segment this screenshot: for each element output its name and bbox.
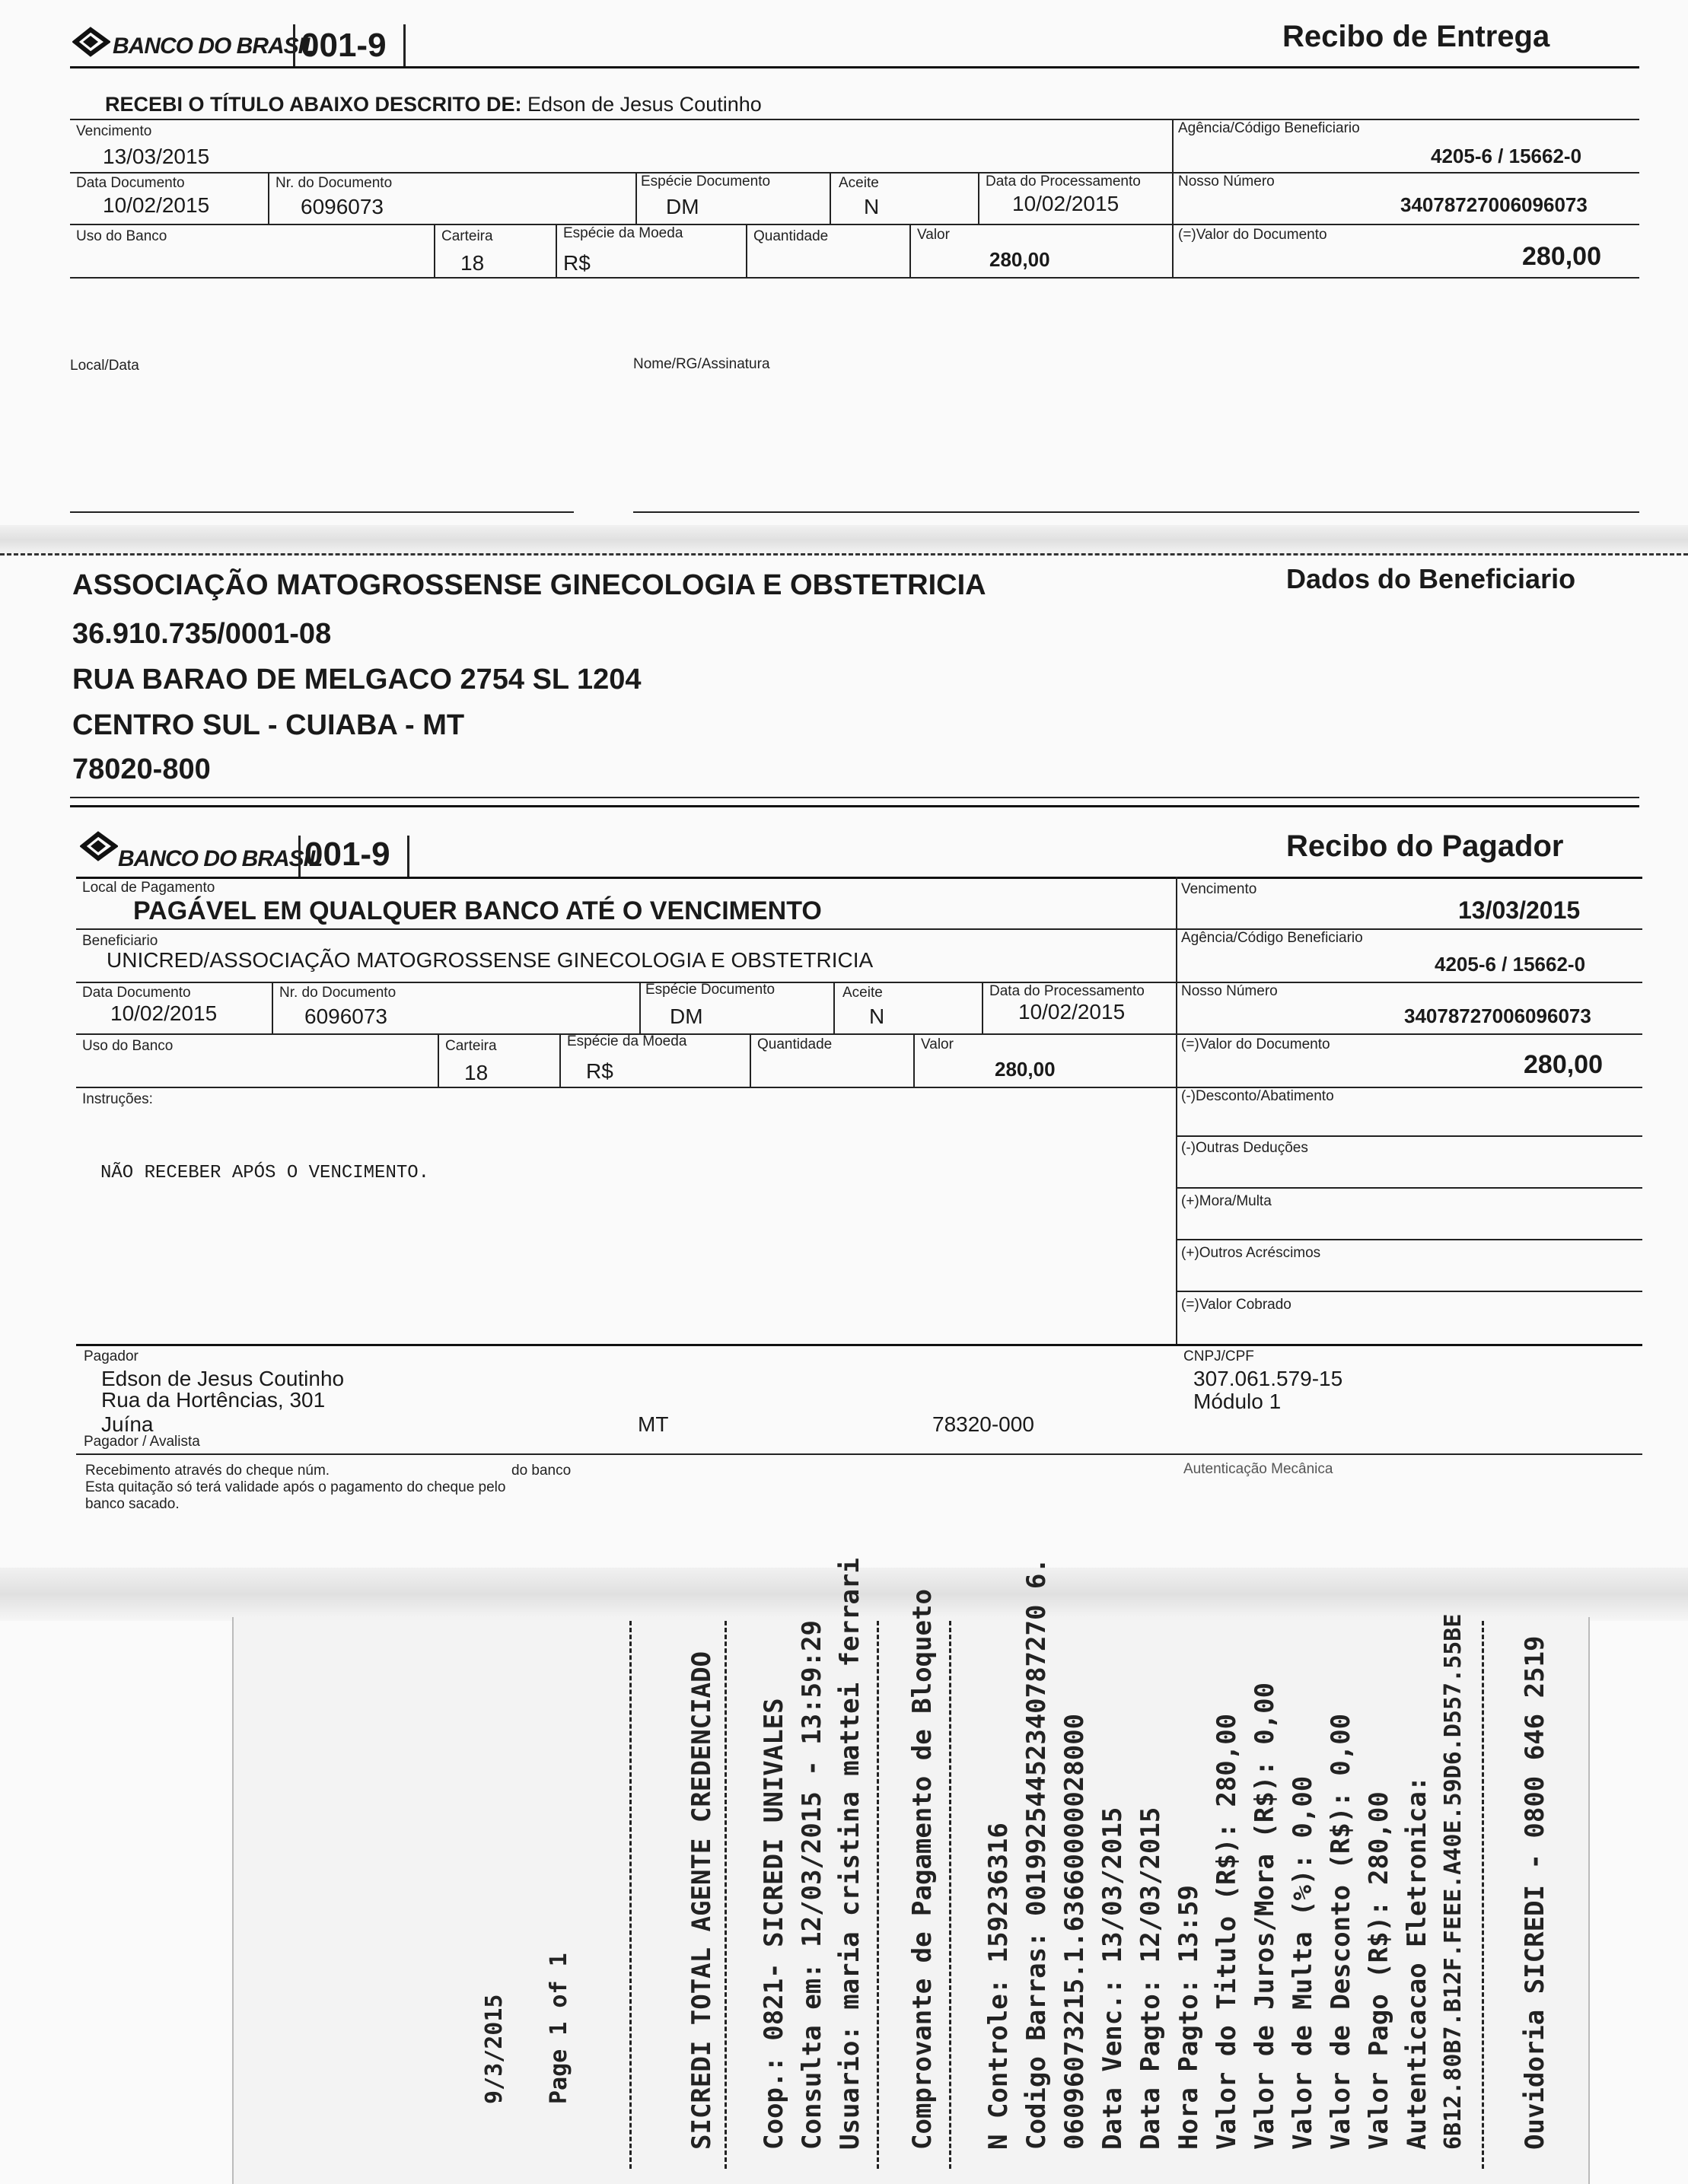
receipt-line: SICREDI TOTAL AGENTE CREDENCIADO: [686, 1651, 717, 2150]
valor-documento-value: 280,00: [1524, 1050, 1603, 1079]
nosso-numero-label: Nosso Número: [1181, 983, 1278, 999]
valor-value: 280,00: [989, 248, 1050, 271]
aceite-value: N: [864, 195, 880, 218]
receipt-line: Autenticacao Eletronica:: [1402, 1775, 1432, 2150]
receipt-line: Valor Pago (R$): 280,00: [1364, 1791, 1394, 2150]
carteira-value: 18: [464, 1061, 489, 1084]
carteira-label: Carteira: [441, 228, 493, 244]
bank-name: BANCO DO BRASIL: [113, 33, 317, 59]
assinatura-signature-line: [633, 511, 1639, 513]
agencia-value: 4205-6 / 15662-0: [1431, 145, 1582, 167]
mora-multa-label: (+)Mora/Multa: [1181, 1193, 1272, 1209]
agencia-label: Agência/Código Beneficiario: [1181, 930, 1363, 946]
nr-documento-value: 6096073: [304, 1004, 388, 1028]
bank-code: 001-9: [301, 27, 387, 64]
outros-acrescimos-label: (+)Outros Acréscimos: [1181, 1245, 1321, 1261]
cut-line: [0, 553, 1688, 556]
carteira-label: Carteira: [445, 1038, 497, 1054]
data-documento-value: 10/02/2015: [110, 1001, 218, 1025]
beneficiario-line: 36.910.735/0001-08: [72, 618, 332, 650]
nosso-numero-value: 34078727006096073: [1404, 1004, 1591, 1027]
carteira-value: 18: [460, 251, 485, 275]
pagador-label: Pagador: [84, 1348, 139, 1364]
data-documento-label: Data Documento: [82, 985, 191, 1001]
beneficiario-line: 78020-800: [72, 753, 211, 785]
receipt-line: Data Pagto: 12/03/2015: [1135, 1807, 1166, 2150]
nr-documento-value: 6096073: [301, 195, 384, 218]
desconto-label: (-)Desconto/Abatimento: [1181, 1088, 1334, 1104]
especie-moeda-label: Espécie da Moeda: [567, 1033, 687, 1049]
outras-deducoes-label: (-)Outras Deduções: [1181, 1140, 1308, 1156]
bank-name: BANCO DO BRASIL: [118, 846, 323, 871]
data-documento-label: Data Documento: [76, 175, 185, 191]
recibo-entrega-title: Recibo de Entrega: [1282, 20, 1550, 53]
uso-banco-label: Uso do Banco: [82, 1038, 174, 1054]
nome-rg-label: Nome/RG/Assinatura: [633, 356, 770, 372]
quantidade-label: Quantidade: [757, 1036, 833, 1052]
vencimento-value: 13/03/2015: [1458, 896, 1581, 924]
data-processamento-value: 10/02/2015: [1012, 192, 1119, 215]
especie-moeda-value: R$: [586, 1059, 613, 1083]
paper-fold-shadow: [0, 525, 1688, 556]
especie-documento-label: Espécie Documento: [641, 174, 771, 189]
beneficiario-label: Beneficiario: [82, 933, 158, 949]
receipt-side-page: Page 1 of 1: [546, 1953, 572, 2104]
beneficiario-line: ASSOCIAÇÃO MATOGROSSENSE GINECOLOGIA E OBSTETRICIA: [72, 569, 986, 601]
especie-moeda-value: R$: [563, 251, 591, 275]
cnpj-label: CNPJ/CPF: [1183, 1348, 1254, 1364]
receipt-line: Data Venc.: 13/03/2015: [1097, 1807, 1128, 2150]
aceite-label: Aceite: [839, 175, 879, 191]
beneficiario-title: Dados do Beneficiario: [1286, 563, 1576, 594]
recebi-label: RECEBI O TÍTULO ABAIXO DESCRITO DE:: [105, 93, 522, 116]
cheque-text: banco sacado.: [85, 1496, 180, 1512]
valor-documento-label: (=)Valor do Documento: [1178, 227, 1327, 243]
beneficiario-line: RUA BARAO DE MELGACO 2754 SL 1204: [72, 664, 642, 696]
especie-documento-label: Espécie Documento: [645, 982, 776, 998]
valor-documento-label: (=)Valor do Documento: [1181, 1036, 1330, 1052]
recibo-pagador-title: Recibo do Pagador: [1286, 829, 1564, 863]
pagador-cidade: Juína: [101, 1412, 154, 1436]
receipt-line: Hora Pagto: 13:59: [1174, 1885, 1204, 2150]
quantidade-label: Quantidade: [753, 228, 829, 244]
especie-documento-value: DM: [670, 1004, 703, 1028]
nosso-numero-label: Nosso Número: [1178, 174, 1275, 189]
pagador-nome: Edson de Jesus Coutinho: [101, 1367, 345, 1390]
local-pagamento-value: PAGÁVEL EM QUALQUER BANCO ATÉ O VENCIMENTO: [133, 896, 822, 925]
valor-documento-value: 280,00: [1522, 242, 1601, 271]
vencimento-label: Vencimento: [1181, 881, 1257, 897]
uso-banco-label: Uso do Banco: [76, 228, 167, 244]
data-processamento-value: 10/02/2015: [1018, 1000, 1126, 1024]
receipt-line: 06096073215.1.63660000028000: [1059, 1713, 1090, 2150]
receipt-side-date: 9/3/2015: [481, 1994, 508, 2104]
modulo-value: Módulo 1: [1193, 1390, 1282, 1413]
vencimento-label: Vencimento: [76, 123, 152, 139]
local-data-label: Local/Data: [70, 358, 139, 374]
receipt-line: N Controle: 159236316: [983, 1823, 1014, 2150]
data-documento-value: 10/02/2015: [103, 193, 210, 217]
receipt-line: Ouvidoria SICREDI - 0800 646 2519: [1520, 1635, 1550, 2150]
autenticacao-mecanica-label: Autenticação Mecânica: [1183, 1461, 1333, 1477]
aceite-label: Aceite: [842, 985, 883, 1001]
sicredi-payment-receipt: [232, 1558, 1590, 2184]
receipt-line: Valor de Desconto (R$): 0,00: [1326, 1713, 1356, 2150]
recebi-line: [105, 93, 762, 116]
nr-documento-label: Nr. do Documento: [279, 985, 397, 1001]
receipt-line: 6B12.80B7.B12F.FEEE.A40E.59D6.D557.55BE: [1440, 1613, 1467, 2150]
nosso-numero-value: 34078727006096073: [1400, 193, 1588, 216]
receipt-line: Consulta em: 12/03/2015 - 13:59:29: [797, 1620, 827, 2150]
banco-do-brasil-logo-icon: [80, 831, 118, 863]
receipt-line: Valor do Titulo (R$): 280,00: [1212, 1713, 1242, 2150]
instrucoes-text: NÃO RECEBER APÓS O VENCIMENTO.: [100, 1163, 430, 1183]
agencia-label: Agência/Código Beneficiario: [1178, 120, 1360, 136]
pagador-cep: 78320-000: [932, 1412, 1034, 1436]
cheque-text: Esta quitação só terá validade após o pagamento do cheque pelo: [85, 1479, 506, 1495]
valor-value: 280,00: [995, 1058, 1056, 1081]
receipt-line: Valor de Juros/Mora (R$): 0,00: [1250, 1682, 1280, 2150]
pagador-uf: MT: [638, 1412, 669, 1436]
nr-documento-label: Nr. do Documento: [275, 175, 393, 191]
cnpj-value: 307.061.579-15: [1193, 1367, 1343, 1390]
agencia-value: 4205-6 / 15662-0: [1435, 953, 1586, 976]
local-data-signature-line: [70, 511, 574, 513]
bank-code: 001-9: [304, 836, 390, 873]
valor-label: Valor: [917, 227, 950, 243]
receipt-line: Comprovante de Pagamento de Bloqueto: [907, 1589, 938, 2150]
beneficiario-value: UNICRED/ASSOCIAÇÃO MATOGROSSENSE GINECOLOGIA E OBSTETRICIA: [107, 948, 874, 972]
instrucoes-label: Instruções:: [82, 1091, 153, 1107]
aceite-value: N: [869, 1004, 885, 1028]
recebi-name: Edson de Jesus Coutinho: [527, 93, 762, 116]
pagador-endereco: Rua da Hortências, 301: [101, 1388, 326, 1412]
beneficiario-line: CENTRO SUL - CUIABA - MT: [72, 709, 465, 741]
valor-cobrado-label: (=)Valor Cobrado: [1181, 1297, 1291, 1313]
data-processamento-label: Data do Processamento: [989, 983, 1145, 999]
pagador-avalista-label: Pagador / Avalista: [84, 1434, 200, 1450]
local-pagamento-label: Local de Pagamento: [82, 880, 215, 896]
data-processamento-label: Data do Processamento: [986, 174, 1141, 189]
receipt-line: Usuario: maria cristina mattei ferrari: [835, 1558, 865, 2150]
cheque-text: Recebimento através do cheque núm.: [85, 1463, 330, 1479]
especie-documento-value: DM: [666, 195, 699, 218]
vencimento-value: 13/03/2015: [103, 145, 210, 168]
valor-label: Valor: [921, 1036, 954, 1052]
banco-do-brasil-logo-icon: [72, 27, 110, 59]
receipt-line: Coop.: 0821- SICREDI UNIVALES: [759, 1698, 789, 2150]
especie-moeda-label: Espécie da Moeda: [563, 225, 683, 241]
cheque-do-banco: do banco: [511, 1463, 572, 1479]
receipt-line: Codigo Barras: 00199254452340787270 6.: [1021, 1558, 1052, 2150]
receipt-line: Valor de Multa (%): 0,00: [1288, 1775, 1318, 2150]
